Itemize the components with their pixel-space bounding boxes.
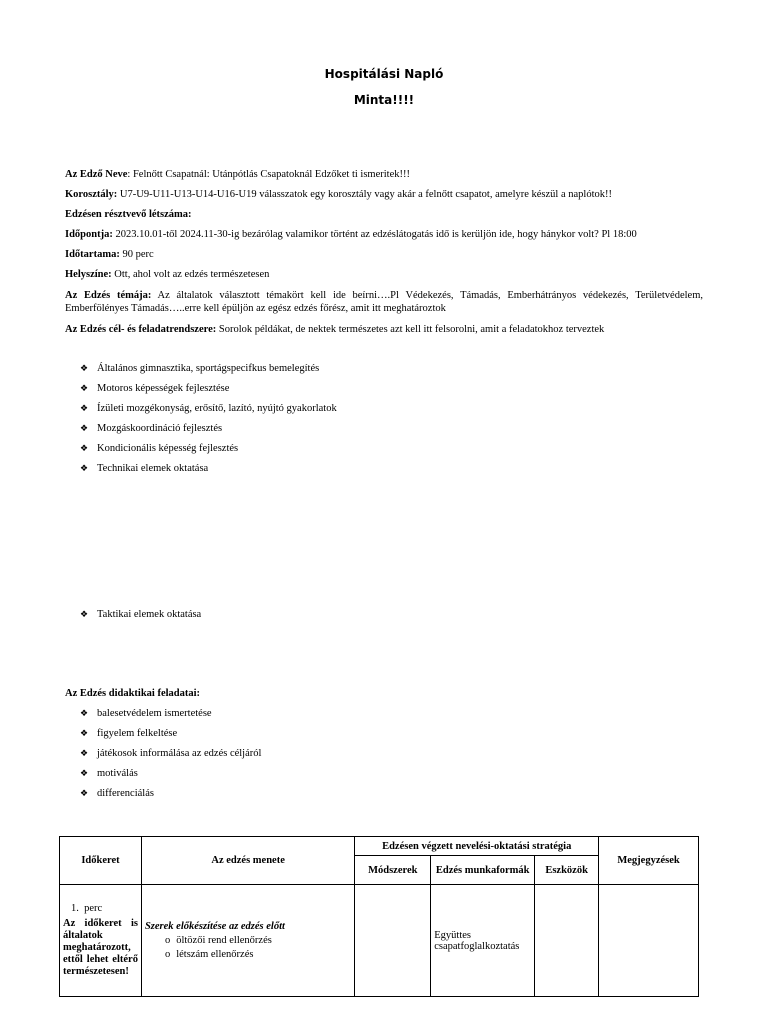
tools-cell (535, 885, 599, 997)
header-tools: Eszközök (535, 856, 599, 885)
diamond-bullet-icon: ❖ (80, 788, 89, 798)
didactic-list (80, 707, 261, 807)
duration-field (65, 248, 703, 261)
circle-bullet-icon: o (164, 949, 171, 960)
list-item: ❖ Kondicionális képesség fejlesztés (80, 443, 239, 454)
workforms-cell: Együttes csapatfoglalkoztatás (431, 885, 535, 997)
document-title: Hospitálási Napló (324, 67, 444, 81)
coach-name-value: : Felnőtt Csapatnál: Utánpótlás Csapatoknál Edzőket ti ismeritek!!! (127, 169, 410, 180)
diamond-bullet-icon: ❖ (80, 748, 89, 758)
notes-cell (599, 885, 699, 997)
date-field (65, 228, 703, 241)
goals-field (65, 323, 703, 336)
diamond-bullet-icon: ❖ (80, 708, 89, 718)
tactics-list (80, 608, 201, 628)
headcount-label: Edzésen résztvevő létszáma: (65, 209, 192, 220)
header-time: Időkeret (60, 837, 142, 885)
list-item: ❖ Motoros képességek fejlesztése (80, 383, 230, 394)
goals-label: Az Edzés cél- és feladatrendszere: (65, 324, 217, 335)
list-item: ❖ Ízületi mozgékonyság, erősítő, lazító, nyújtó gyakorlatok (80, 403, 337, 414)
header-notes: Megjegyzések (599, 837, 699, 885)
flow-cell (141, 885, 354, 997)
diamond-bullet-icon: ❖ (80, 768, 89, 778)
goals-list (80, 362, 337, 482)
list-item: ❖ figyelem felkeltése (80, 728, 178, 739)
coach-name-label: Az Edző Neve (65, 169, 128, 180)
list-item: o öltözői rend ellenőrzés (164, 935, 272, 946)
header-workforms: Edzés munkaformák (431, 856, 535, 885)
methods-cell (355, 885, 431, 997)
date-label: Időpontja: (65, 229, 113, 240)
topic-field (65, 289, 703, 315)
list-item: ❖ Taktikai elemek oktatása (80, 609, 202, 620)
header-methods: Módszerek (355, 856, 431, 885)
topic-label: Az Edzés témája: (65, 290, 152, 301)
list-item: ❖ játékosok informálása az edzés céljáról (80, 748, 262, 759)
date-value: 2023.10.01-től 2024.11-30-ig bezárólag valamikor történt az edzéslátogatás idő is kerüljön ide, hogy hánykor volt? Pl 18:00 (112, 229, 637, 240)
list-item: ❖ Általános gimnasztika, sportágspecifkus bemelegítés (80, 363, 320, 374)
time-note: Az időkeret is általatok meghatározott, ettől lehet eltérő természetesen! (63, 918, 138, 977)
header-flow: Az edzés menete (141, 837, 354, 885)
location-label: Helyszíne: (65, 269, 112, 280)
diamond-bullet-icon: ❖ (80, 463, 89, 473)
age-group-label: Korosztály: (65, 189, 118, 200)
table-row (60, 885, 699, 997)
list-item: ❖ differenciálás (80, 788, 154, 799)
diamond-bullet-icon: ❖ (80, 403, 89, 413)
header-strategy: Edzésen végzett nevelési-oktatási stratégia (355, 837, 599, 856)
duration-value: 90 perc (119, 249, 154, 260)
diamond-bullet-icon: ❖ (80, 728, 89, 738)
location-value: Ott, ahol volt az edzés természetesen (111, 269, 270, 280)
topic-value: Az általatok választott témakört kell ide beírni….Pl Védekezés, Támadás, Emberhátrányos védekezés, Területvédelem, Emberfölényes Támadás…..erre kell épüljön az egész edzés főrész, amit itt meghatároztok (65, 290, 703, 314)
headcount-field (65, 208, 703, 221)
diamond-bullet-icon: ❖ (80, 609, 89, 619)
time-cell (60, 885, 142, 997)
circle-bullet-icon: o (164, 935, 171, 946)
didactic-heading: Az Edzés didaktikai feladatai: (65, 688, 201, 699)
age-group-value: U7-U9-U11-U13-U14-U16-U19 válasszatok egy korosztály vagy akár a felnőtt csapatot, amelyre készül a naplótok!! (117, 189, 612, 200)
list-item: o létszám ellenőrzés (164, 949, 254, 960)
duration-label: Időtartama: (65, 249, 120, 260)
list-item: ❖ balesetvédelem ismertetése (80, 708, 212, 719)
list-item: ❖ Technikai elemek oktatása (80, 463, 209, 474)
flow-title: Szerek előkészítése az edzés előtt (144, 921, 285, 932)
time-amount: 1. perc (71, 903, 103, 914)
age-group-field (65, 188, 703, 201)
coach-name-field (65, 168, 703, 181)
list-item: ❖ Mozgáskoordináció fejlesztés (80, 423, 223, 434)
training-plan-table (59, 836, 699, 997)
list-item: ❖ motiválás (80, 768, 138, 779)
diamond-bullet-icon: ❖ (80, 423, 89, 433)
document-subtitle: Minta!!!! (353, 93, 415, 107)
location-field (65, 268, 703, 281)
diamond-bullet-icon: ❖ (80, 363, 89, 373)
goals-value: Sorolok példákat, de nektek természetes azt kell itt felsorolni, amit a feladatokhoz terveztek (216, 324, 605, 335)
diamond-bullet-icon: ❖ (80, 383, 89, 393)
diamond-bullet-icon: ❖ (80, 443, 89, 453)
